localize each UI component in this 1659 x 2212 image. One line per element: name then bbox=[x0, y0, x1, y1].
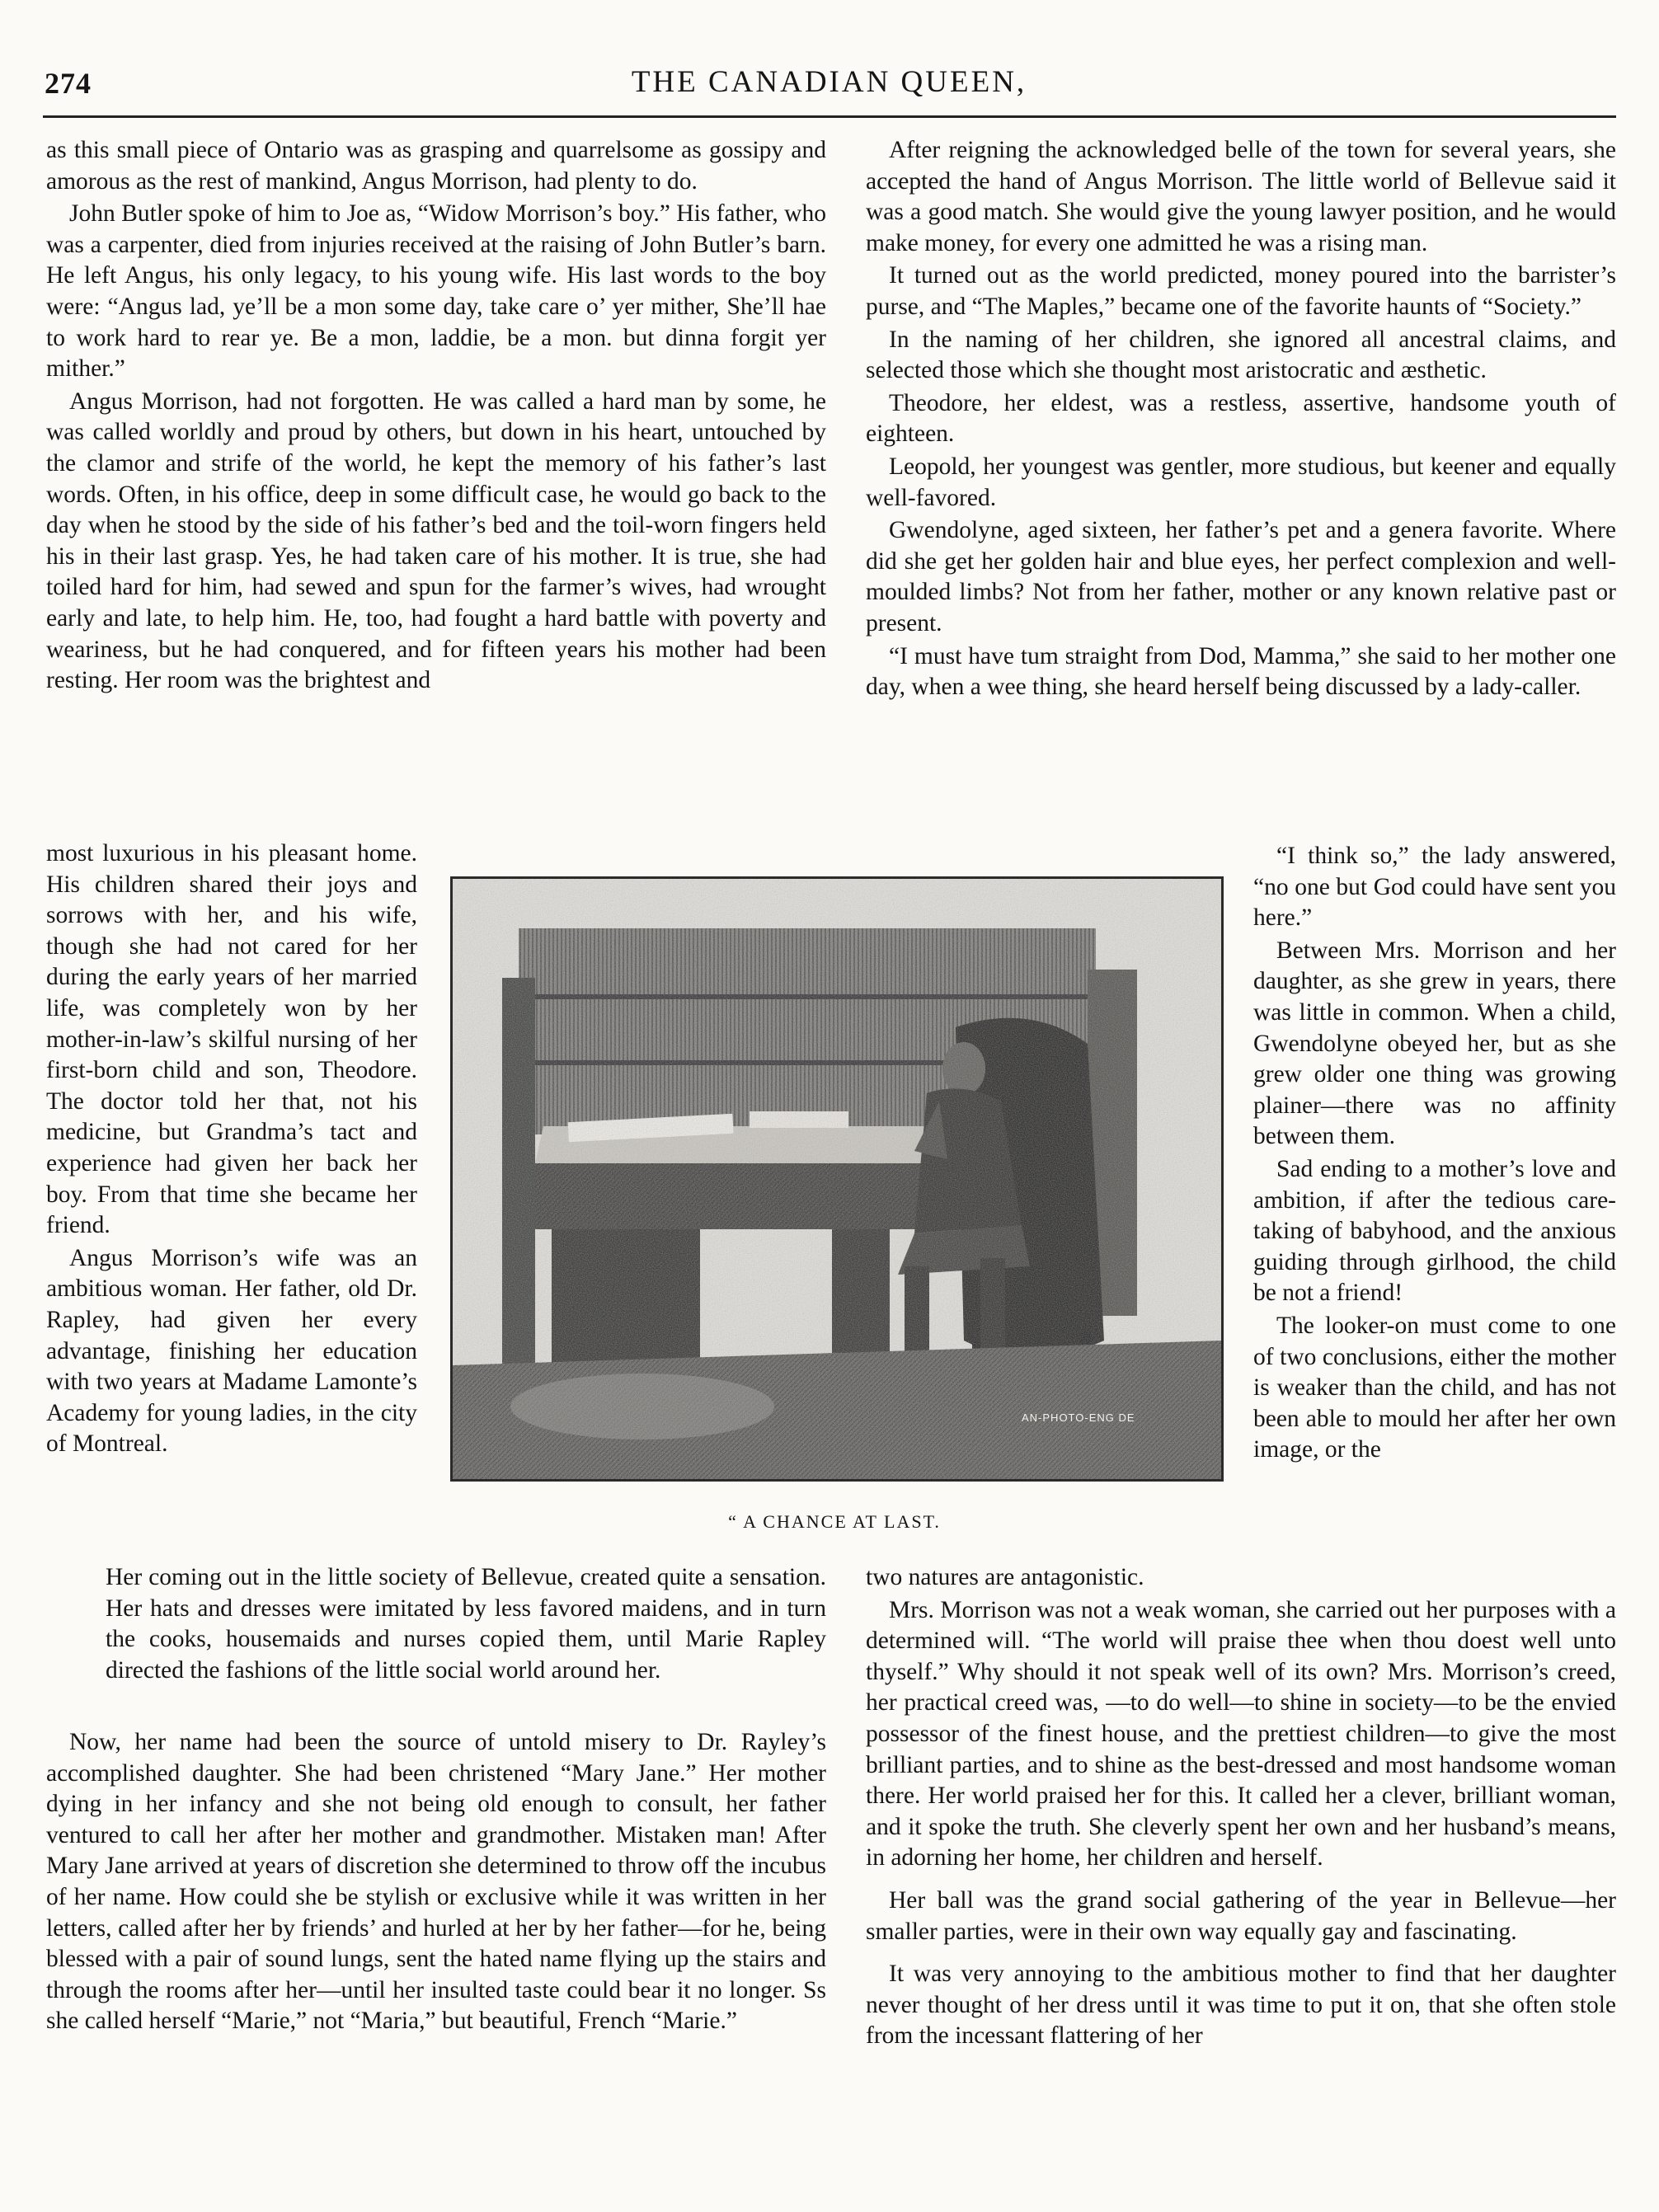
paragraph: Angus Morrison’s wife was an ambitious woman. Her father, old Dr. Rapley, had given her every advantage, finishing her education with two years at Madame Lamonte’s Academy for young ladies, in the city of Montreal. bbox=[46, 1244, 417, 1458]
paragraph: It turned out as the world predicted, money poured into the barrister’s purse, and “The Maples,” became one of the favorite haunts of “Society.” bbox=[866, 262, 1616, 320]
right-column-below-figure bbox=[866, 1562, 1616, 2054]
left-column-below-figure-first bbox=[106, 1562, 826, 1688]
left-column-below-figure bbox=[46, 1727, 826, 2039]
engraving-svg bbox=[453, 879, 1221, 1479]
paragraph: Sad ending to a mother’s love and ambition, if after the tedious care-taking of babyhood, and the anxious guiding through girlhood, the child be not a friend! bbox=[1253, 1155, 1616, 1307]
paragraph: Her ball was the grand social gathering of the year in Bellevue—her smaller parties, were in their own way equally gay and fascinating. bbox=[866, 1886, 1616, 1945]
engraver-mark: AN-PHOTO-ENG DE bbox=[1022, 1411, 1135, 1424]
paragraph: John Butler spoke of him to Joe as, “Widow Morrison’s boy.” His father, who was a carpenter, died from injuries received at the raising of John Butler’s barn. He left Angus, his only legacy, to his young wife. His last words to the boy were: “Angus lad, ye’ll be a mon some day, take care o’ yer mither, She’ll hae to work hard to rear ye. Be a mon, laddie, be a mon. but dinna forgit yer mither.” bbox=[46, 200, 826, 383]
paragraph: Between Mrs. Morrison and her daughter, as she grew in years, there was little in common. When a child, Gwendolyne obeyed her, but as she grew older one thing was growing plainer—there was no affinity between them. bbox=[1253, 937, 1616, 1150]
left-column-beside-figure bbox=[46, 838, 417, 1462]
paragraph: In the naming of her children, she ignored all ancestral claims, and selected those which she thought most aristocratic and æsthetic. bbox=[866, 326, 1616, 384]
right-column-beside-figure bbox=[1253, 841, 1616, 1468]
figure-caption: “ A CHANCE AT LAST. bbox=[728, 1511, 941, 1532]
paragraph: Her coming out in the little society of Bellevue, created quite a sensation. Her hats and dresses were imitated by less favored maidens, and in turn the cooks, housemaids and nurses copied them, until Marie Rapley directed the fashions of the little social world around her. bbox=[106, 1564, 826, 1684]
paragraph: Now, her name had been the source of untold misery to Dr. Rayley’s accomplished daughter. She had been christened “Mary Jane.” Her mother dying in her infancy and she not being old enough to consult, her father ventured to call her after her mother and grandmother. Mistaken man! After Mary Jane arrived at years of discretion she determined to throw off the incubus of her name. How could she be stylish or exclusive while it was written in her letters, called after her by friends’ and hurled at her by her father—for he, being blessed with a pair of sound lungs, sent the hated name flying up the stairs and through the rooms after her—until her insulted taste could bear it no longer. Ss she called herself “Marie,” not “Maria,” but beautiful, French “Marie.” bbox=[46, 1729, 826, 2035]
left-column-top bbox=[46, 135, 826, 698]
paragraph: “I must have tum straight from Dod, Mamma,” she said to her mother one day, when a wee thing, she heard herself being discussed by a lady-caller. bbox=[866, 642, 1616, 701]
paragraph: Mrs. Morrison was not a weak woman, she carried out her purposes with a determined will. “The world will praise thee when thou doest well unto thyself.” Why should it not speak well of its own? Mrs. Morrison’s creed, her practical creed was, —to do well—to shine in society—to be the envied possessor of the finest house, and the prettiest children—to give the most brilliant parties, and to shine as the best-dressed and most handsome woman there. Her world praised her for this. It called her a clever, brilliant woman, and it spoke the truth. She cleverly spent her own and her husband’s means, in adorning her home, her children and herself. bbox=[866, 1596, 1616, 1872]
paragraph: Angus Morrison, had not forgotten. He was called a hard man by some, he was called worldly and proud by others, but down in his heart, untouched by the clamor and strife of the world, he kept the memory of his father’s last words. Often, in his office, deep in some difficult case, he would go back to the day when he stood by the side of his father’s bed and the toil-worn fingers held his in their last grasp. Yes, he had taken care of his mother. It is true, she had toiled hard for him, had sewed and spun for the farmer’s wives, had wrought early and late, to help him. He, too, had fought a hard battle with poverty and weariness, but he had conquered, and for fifteen years his mother had been resting. Her room was the brightest and bbox=[46, 387, 826, 694]
page-header bbox=[45, 61, 1614, 119]
paragraph: Gwendolyne, aged sixteen, her father’s pet and a genera favorite. Where did she get her golden hair and blue eyes, her perfect complexion and well-moulded limbs? Not from her father, mother or any known relative past or present. bbox=[866, 517, 1616, 636]
header-rule bbox=[43, 115, 1616, 118]
engraving-illustration bbox=[450, 876, 1224, 1482]
paragraph: most luxurious in his pleasant home. His children shared their joys and sorrows with her, and his wife, though she had not cared for her during the early years of her married life, was completely won by her mother-in-law’s skilful nursing of her first-born child and son, Theodore. The doctor told her that, not his medicine, but Grandma’s tact and experience had given her back her boy. From that time she became her friend. bbox=[46, 840, 417, 1239]
paragraph: “I think so,” the lady answered, “no one but God could have sent you here.” bbox=[1253, 843, 1616, 932]
paragraph: The looker-on must come to one of two conclusions, either the mother is weaker than the child, and has not been able to mould her after her own image, or the bbox=[1253, 1312, 1616, 1463]
paragraph: Leopold, her youngest was gentler, more studious, but keener and equally well-favored. bbox=[866, 453, 1616, 511]
magazine-title: THE CANADIAN QUEEN, bbox=[631, 65, 1027, 99]
right-column-top bbox=[866, 135, 1616, 705]
paragraph: After reigning the acknowledged belle of the town for several years, she accepted the hand of Angus Morrison. The little world of Bellevue said it was a good match. She would give the young lawyer position, and he would make money, for every one admitted he was a rising man. bbox=[866, 137, 1616, 256]
paragraph: as this small piece of Ontario was as grasping and quarrelsome as gossipy and amorous as the rest of mankind, Angus Morrison, had plenty to do. bbox=[46, 137, 826, 195]
paragraph: Theodore, her eldest, was a restless, assertive, handsome youth of eighteen. bbox=[866, 389, 1616, 448]
page-number: 274 bbox=[45, 67, 92, 100]
paragraph: two natures are antagonistic. bbox=[866, 1564, 1144, 1590]
paragraph: It was very annoying to the ambitious mother to find that her daughter never thought of her dress until it was time to put it on, that she often stole from the incessant flattering of her bbox=[866, 1961, 1616, 2050]
